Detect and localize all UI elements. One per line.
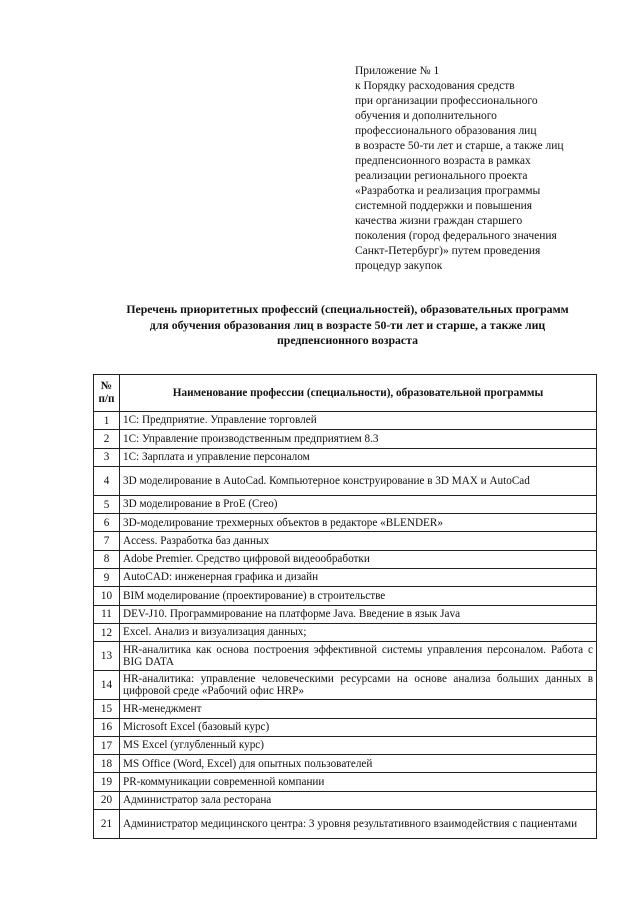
row-number: 18: [94, 755, 120, 773]
row-number: 10: [94, 587, 120, 605]
table-header-row: [94, 375, 597, 412]
appendix-line: системной поддержки и повышения: [355, 200, 533, 212]
appendix-line: процедур закупок: [355, 260, 443, 272]
table-row: [94, 623, 597, 641]
row-program-name: Администратор медицинского центра: 3 уровня результативного взаимодействия с пациентами: [120, 810, 597, 839]
table-row: [94, 412, 597, 430]
row-number: 16: [94, 718, 120, 736]
row-number: 8: [94, 550, 120, 568]
row-number: 9: [94, 569, 120, 587]
row-program-name: HR-аналитика: управление человеческими ресурсами на основе анализа больших данных в цифровой среде «Рабочий офис HRP»: [120, 671, 597, 700]
row-number: 17: [94, 736, 120, 754]
row-number: 2: [94, 430, 120, 448]
row-program-name: Microsoft Excel (базовый курс): [120, 718, 597, 736]
row-number: 12: [94, 623, 120, 641]
table-row: [94, 755, 597, 773]
row-program-name: DEV-J10. Программирование на платформе Java. Введение в язык Java: [120, 605, 597, 623]
row-program-name: 3D моделирование в ProE (Creo): [120, 495, 597, 513]
row-number: 20: [94, 791, 120, 809]
row-program-name: HR-аналитика как основа построения эффективной системы управления персоналом. Работа с BIG DATA: [120, 642, 597, 671]
row-program-name: 1С: Зарплата и управление персоналом: [120, 448, 597, 466]
title-line: для обучения образования лиц в возрасте 50-ти лет и старше, а также лиц: [149, 317, 546, 332]
appendix-line: профессионального образования лиц: [355, 125, 537, 137]
table-row: [94, 605, 597, 623]
appendix-line: предпенсионного возраста в рамках: [355, 155, 531, 167]
table-row: [94, 587, 597, 605]
row-program-name: 1С: Управление производственным предприятием 8.3: [120, 430, 597, 448]
row-program-name: AutoCAD: инженерная графика и дизайн: [120, 569, 597, 587]
row-program-name: 3D-моделирование трехмерных объектов в редакторе «BLENDER»: [120, 514, 597, 532]
table-row: [94, 550, 597, 568]
appendix-line: Санкт-Петербург)» путем проведения: [355, 245, 541, 257]
row-number: 1: [94, 412, 120, 430]
appendix-line: «Разработка и реализация программы: [355, 185, 541, 197]
row-number: 19: [94, 773, 120, 791]
table-row: [94, 718, 597, 736]
table-row: [94, 736, 597, 754]
row-program-name: HR-менеджмент: [120, 700, 597, 718]
table-row: [94, 671, 597, 700]
number-column-header: [94, 375, 120, 412]
appendix-line: при организации профессионального: [355, 95, 538, 107]
row-number: 7: [94, 532, 120, 550]
appendix-line: обучения и дополнительного: [355, 110, 497, 122]
name-column-header: Наименование профессии (специальности), образовательной программы: [120, 375, 597, 412]
row-number: 15: [94, 700, 120, 718]
appendix-line: Приложение № 1: [355, 65, 440, 77]
appendix-line: поколения (город федерального значения: [355, 230, 557, 242]
row-program-name: 3D моделирование в AutoCad. Компьютерное конструирование в 3D MAX и AutoCad: [120, 466, 597, 495]
row-program-name: 1С: Предприятие. Управление торговлей: [120, 412, 597, 430]
table-row: [94, 569, 597, 587]
table-row: [94, 514, 597, 532]
table-row: [94, 700, 597, 718]
table-row: [94, 448, 597, 466]
row-number: 21: [94, 810, 120, 839]
row-number: 5: [94, 495, 120, 513]
row-program-name: PR-коммуникации современной компании: [120, 773, 597, 791]
document-title: [90, 302, 605, 349]
appendix-line: качества жизни граждан старшего: [355, 215, 523, 227]
number-header-abbrev: п/п: [98, 393, 115, 405]
row-program-name: Excel. Анализ и визуализация данных;: [120, 623, 597, 641]
table-row: [94, 642, 597, 671]
appendix-line: в возрасте 50-ти лет и старше, а также лиц: [355, 140, 564, 152]
table-row: [94, 773, 597, 791]
table-row: [94, 430, 597, 448]
appendix-line: реализации регионального проекта: [355, 170, 528, 182]
row-program-name: BIM моделирование (проектирование) в строительстве: [120, 587, 597, 605]
table-row: [94, 466, 597, 495]
table-row: [94, 810, 597, 839]
programs-table: [93, 374, 597, 839]
row-number: 14: [94, 671, 120, 700]
row-program-name: Администратор зала ресторана: [120, 791, 597, 809]
row-number: 6: [94, 514, 120, 532]
title-line: предпенсионного возраста: [276, 333, 419, 347]
table-row: [94, 791, 597, 809]
row-number: 3: [94, 448, 120, 466]
row-program-name: Adobe Premier. Средство цифровой видеообработки: [120, 550, 597, 568]
row-number: 13: [94, 642, 120, 671]
row-number: 11: [94, 605, 120, 623]
row-program-name: MS Office (Word, Excel) для опытных пользователей: [120, 755, 597, 773]
appendix-block: [355, 64, 600, 274]
title-line: Перечень приоритетных профессий (специальностей), образовательных программ: [126, 302, 569, 316]
appendix-line: к Порядку расходования средств: [355, 80, 515, 92]
table-row: [94, 532, 597, 550]
table-row: [94, 495, 597, 513]
number-header-symbol: №: [100, 380, 113, 392]
row-number: 4: [94, 466, 120, 495]
row-program-name: MS Excel (углубленный курс): [120, 736, 597, 754]
row-program-name: Access. Разработка баз данных: [120, 532, 597, 550]
